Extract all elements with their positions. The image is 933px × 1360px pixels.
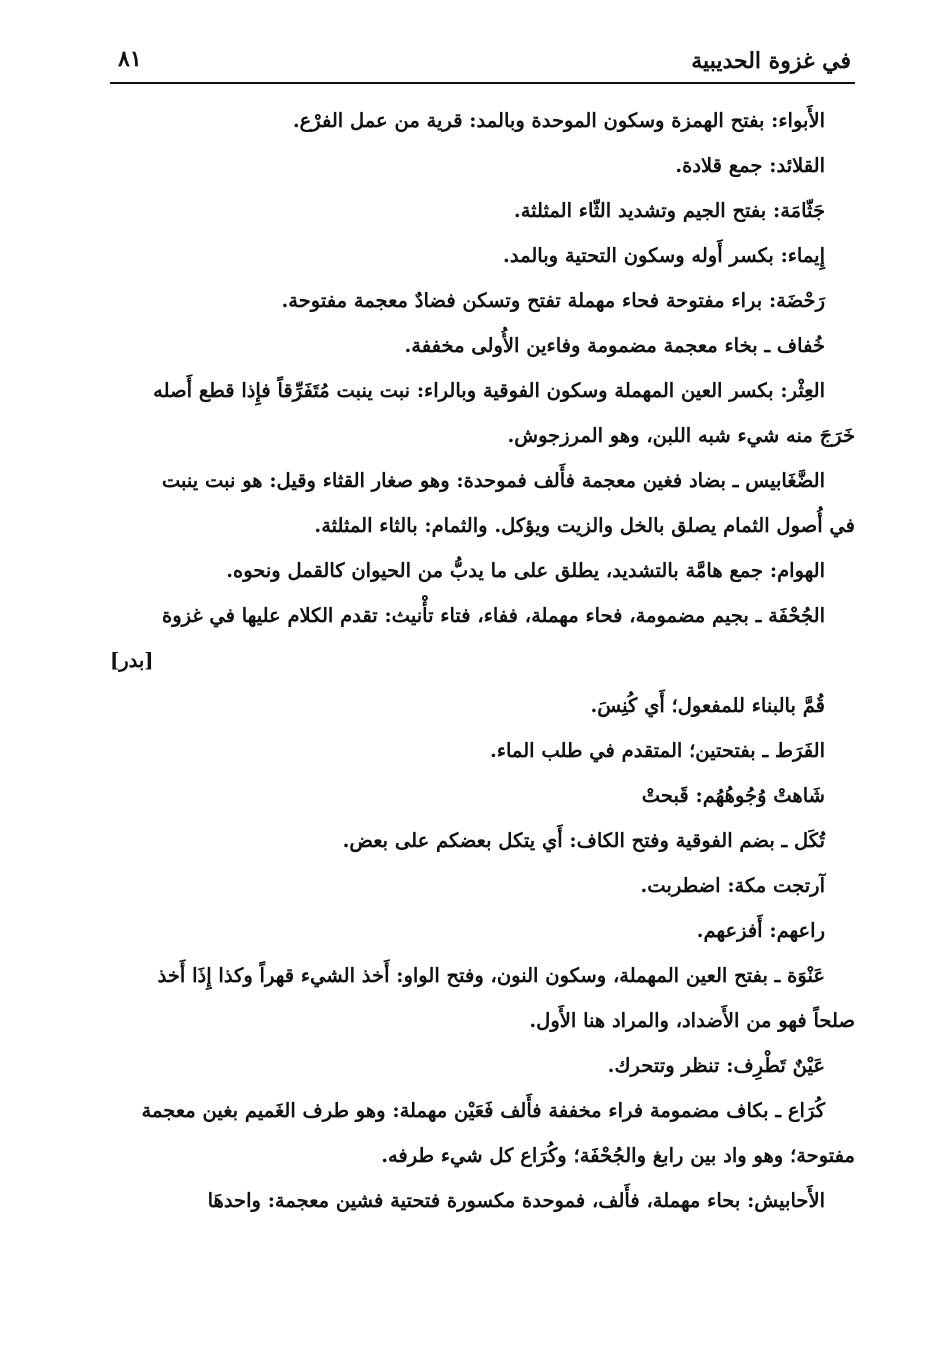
glossary-line: شَاهتْ وُجُوهُهُم: قَبحتْ [641, 784, 825, 807]
glossary-line: رَحْضَة: براء مفتوحة فحاء مهملة تفتح وتسكن فضادٌ معجمة مفتوحة. [281, 289, 825, 312]
glossary-line: خَرَجَ منه شيء شبه اللبن، وهو المرزجوش. [507, 424, 855, 447]
glossary-line: تُكَل ـ بضم الفوقية وفتح الكاف: أَي يتكل بعضكم على بعض. [342, 829, 825, 852]
glossary-line: صلحاً فهو من الأَضداد، والمراد هنا الأَول. [529, 1009, 855, 1032]
glossary-line: خُفاف ـ بخاء معجمة مضمومة وفاءين الأُولى مخففة. [404, 334, 825, 357]
glossary-line: آرتجت مكة: اضطربت. [640, 874, 825, 897]
glossary-line: القلائد: جمع قلادة. [675, 154, 825, 177]
glossary-line: الأَحابيش: بحاء مهملة، فأَلف، فموحدة مكسورة فتحتية فشين معجمة: واحدهَا [207, 1189, 825, 1212]
running-title: في غزوة الحديبية [691, 48, 851, 74]
glossary-body [110, 98, 855, 1223]
glossary-line: راعهم: أَفزعهم. [696, 919, 825, 942]
glossary-line: الهوام: جمع هامَّة بالتشديد، يطلق على ما يدبُّ من الحيوان كالقمل ونحوه. [226, 559, 825, 582]
page-header [110, 42, 855, 84]
page-number: ٨١ [118, 46, 142, 72]
glossary-line: الفَرَط ـ بفتحتين؛ المتقدم في طلب الماء. [490, 739, 825, 762]
glossary-line: عَنْوَة ـ بفتح العين المهملة، وسكون النون، وفتح الواو: أَخذ الشيء قهراً وكذا إِذَا أَخذ [157, 964, 825, 987]
glossary-line: الجُحْفَة ـ بجيم مضمومة، فحاء مهملة، ففاء، فتاء تأْنيث: تقدم الكلام عليها في غزوة [162, 604, 825, 627]
glossary-line: الضَّغَابيس ـ بضاد فغين معجمة فأَلف فموحدة: وهو صغار القثاء وقيل: هو نبت ينبت [161, 469, 825, 492]
bracket-continuation: [بدر] [110, 649, 154, 672]
glossary-line: العِثْر: بكسر العين المهملة وسكون الفوقية وبالراء: نبت ينبت مُتَفَرِّقاً فإِذا قطع أَصله [153, 379, 825, 402]
glossary-line: قُمَّ بالبناء للمفعول؛ أَي كُنِسَ. [590, 694, 825, 717]
glossary-line: كُرَاع ـ بكاف مضمومة فراء مخففة فأَلف فَعَيْن مهملة: وهو طرف الغَميم بغين معجمة [141, 1099, 825, 1122]
glossary-line: في أُصول الثمام يصلق بالخل والزيت ويؤكل. والثمام: بالثاء المثلثة. [314, 514, 855, 537]
glossary-line: إِيماء: بكسر أَوله وسكون التحتية وبالمد. [503, 244, 825, 267]
glossary-line: جَثّامَة: بفتح الجيم وتشديد الثّاء المثلثة. [513, 199, 825, 222]
glossary-line: عَيْنٌ تَطْرِف: تنظر وتتحرك. [607, 1054, 825, 1077]
glossary-line: الأَبواء: بفتح الهمزة وسكون الموحدة وبالمد: قرية من عمل الفرْع. [292, 109, 825, 132]
glossary-line: مفتوحة؛ وهو واد بين رابغ والجُحْفَة؛ وكُرَاع كل شيء طرفه. [381, 1144, 855, 1167]
